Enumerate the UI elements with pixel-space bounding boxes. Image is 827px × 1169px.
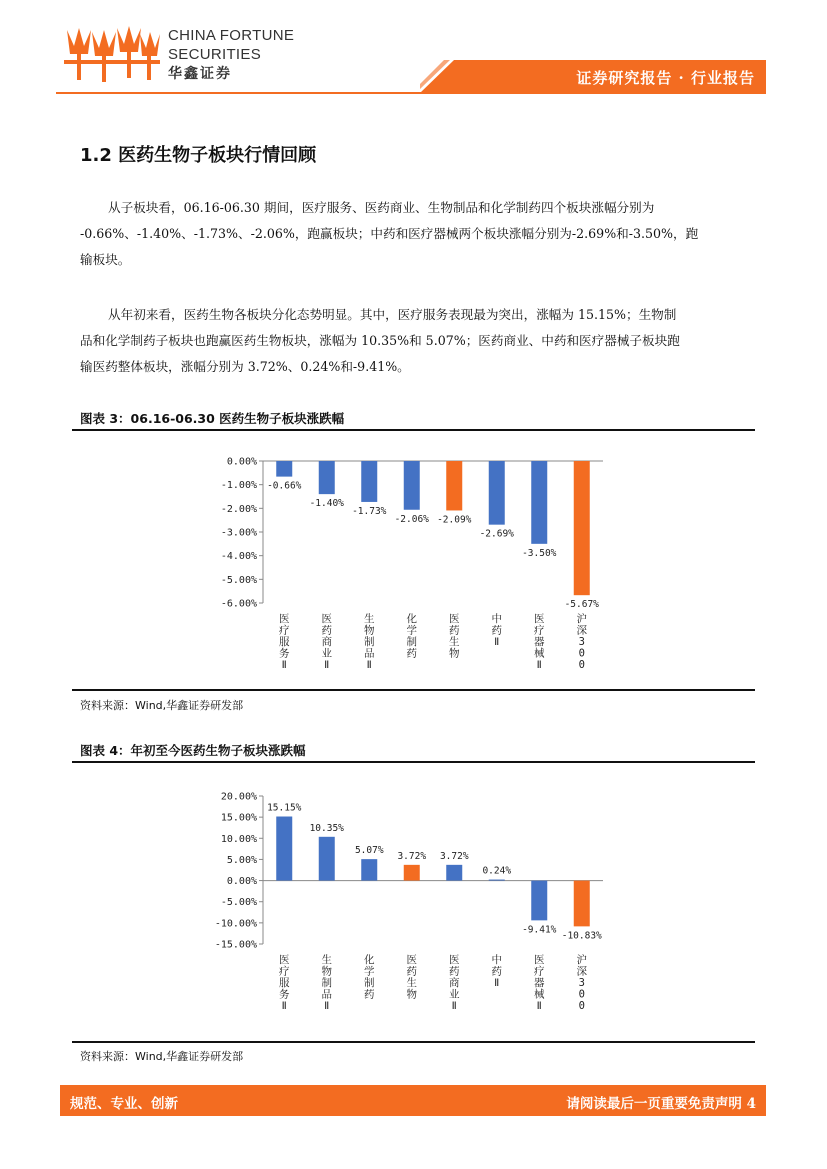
figure-3-title: 图表 3：06.16-06.30 医药生物子板块涨跌幅 xyxy=(80,411,345,426)
category-label-char: 制 xyxy=(321,977,332,989)
paragraph-1-line: 从子板块看，06.16-06.30 期间，医疗服务、医药商业、生物制品和化学制药四个板块涨幅分别为 xyxy=(108,200,655,215)
category-label-char: 器 xyxy=(534,977,545,989)
category-label-char: 物 xyxy=(364,624,375,637)
category-label-char: 生 xyxy=(406,977,417,989)
category-label-char: 品 xyxy=(321,988,332,1001)
y-tick-label: 5.00% xyxy=(226,854,257,866)
figure-3-source: 资料来源：Wind,华鑫证券研发部 xyxy=(80,699,244,712)
category-label-char: 医 xyxy=(534,613,545,625)
data-label: -1.40% xyxy=(309,498,344,510)
category-label-char: 药 xyxy=(491,624,502,637)
y-tick-label: 15.00% xyxy=(220,812,257,824)
category-label-char: 沪 xyxy=(576,613,587,625)
category-label-char: Ⅱ xyxy=(451,1000,457,1012)
y-tick-label: -5.00% xyxy=(220,897,257,909)
figure-4-chart xyxy=(200,785,620,1025)
category-label-char: 医 xyxy=(279,613,290,625)
category-label-char: Ⅱ xyxy=(536,1000,542,1012)
footer-disclaimer-note: 请阅读最后一页重要免责声明 4 xyxy=(566,1096,756,1112)
y-tick-label: -15.00% xyxy=(214,939,257,951)
category-label-char: 学 xyxy=(406,624,417,637)
y-tick-label: -2.00% xyxy=(220,503,257,515)
brand-name-cn: 华鑫证券 xyxy=(168,66,232,82)
category-label-char: 0 xyxy=(578,988,585,1001)
category-label-char: 0 xyxy=(578,659,585,671)
category-label-char: 0 xyxy=(578,647,585,660)
category-label-char: 疗 xyxy=(534,965,545,978)
category-label-char: 制 xyxy=(406,636,417,648)
figure-4-top-rule xyxy=(72,761,755,763)
data-label: -10.83% xyxy=(561,930,602,942)
data-label: 10.35% xyxy=(309,822,344,834)
paragraph-1-line: 输板块。 xyxy=(80,252,131,267)
category-label-char: Ⅱ xyxy=(324,1000,330,1012)
category-label-char: 务 xyxy=(279,988,290,1001)
y-tick-label: 0.00% xyxy=(226,456,257,468)
bar xyxy=(574,461,590,595)
y-tick-label: -3.00% xyxy=(220,527,257,539)
category-label-char: 3 xyxy=(578,977,585,989)
data-label: 15.15% xyxy=(267,802,302,814)
data-label: 3.72% xyxy=(439,850,469,862)
paragraph-2-line: 品和化学制药子板块也跑赢医药生物板块，涨幅为 10.35%和 5.07%；医药商业、中药和医疗器械子板块跑 xyxy=(80,333,680,348)
category-label-char: 品 xyxy=(364,647,375,660)
category-label-char: 0 xyxy=(578,1000,585,1012)
category-label-char: 医 xyxy=(534,954,545,966)
category-label-char: 药 xyxy=(406,647,417,660)
category-label-char: 药 xyxy=(406,965,417,978)
category-label-char: 械 xyxy=(534,988,545,1001)
category-label-char: Ⅱ xyxy=(324,659,330,671)
figure-4-bottom-rule xyxy=(72,1041,755,1043)
data-label: -2.69% xyxy=(479,528,514,540)
paragraph-2 xyxy=(80,302,748,380)
bar xyxy=(404,461,420,510)
category-label-char: 制 xyxy=(364,636,375,648)
category-label-char: 医 xyxy=(279,954,290,966)
category-label-char: 深 xyxy=(576,624,587,637)
category-label-char: 医 xyxy=(449,613,460,625)
data-label: 3.72% xyxy=(397,850,427,862)
data-label: -5.67% xyxy=(564,599,599,611)
figure-3-top-rule xyxy=(72,429,755,431)
category-label-char: 生 xyxy=(449,636,460,648)
category-label-char: 药 xyxy=(491,965,502,978)
category-label-char: 中 xyxy=(491,613,502,625)
data-label: -2.06% xyxy=(394,513,429,525)
category-label-char: 深 xyxy=(576,965,587,978)
category-label-char: 服 xyxy=(279,977,290,989)
figure-3-bottom-rule xyxy=(72,689,755,691)
category-label-char: 化 xyxy=(364,954,375,966)
category-label-char: 沪 xyxy=(576,954,587,966)
category-label-char: Ⅱ xyxy=(366,659,372,671)
category-label-char: 医 xyxy=(321,613,332,625)
category-label-char: 务 xyxy=(279,647,290,660)
category-label-char: 药 xyxy=(364,988,375,1001)
category-label-char: 药 xyxy=(449,965,460,978)
category-label-char: 械 xyxy=(534,647,545,660)
bar xyxy=(574,881,590,927)
brand-name-en-line2: SECURITIES xyxy=(168,46,262,63)
paragraph-2-line: 输医药整体板块，涨幅分别为 3.72%、0.24%和-9.41%。 xyxy=(80,359,410,374)
category-label-char: 3 xyxy=(578,636,585,648)
bar xyxy=(446,461,462,510)
category-label-char: 业 xyxy=(449,988,460,1001)
category-label-char: 商 xyxy=(321,636,332,648)
category-label-char: 疗 xyxy=(279,965,290,978)
category-label-char: 业 xyxy=(321,647,332,660)
bar xyxy=(319,837,335,881)
category-label-char: 中 xyxy=(491,954,502,966)
company-logo xyxy=(62,20,162,86)
category-label-char: 学 xyxy=(364,965,375,978)
category-label-char: 疗 xyxy=(279,624,290,637)
figure-4-source: 资料来源：Wind,华鑫证券研发部 xyxy=(80,1050,244,1063)
y-tick-label: 0.00% xyxy=(226,876,257,888)
section-title: 1.2 医药生物子板块行情回顾 xyxy=(80,145,317,166)
y-tick-label: -10.00% xyxy=(214,918,257,930)
category-label-char: 化 xyxy=(406,613,417,625)
report-type-tag: 证券研究报告 · 行业报告 xyxy=(576,69,755,87)
y-tick-label: -5.00% xyxy=(220,574,257,586)
bar xyxy=(404,865,420,881)
data-label: -3.50% xyxy=(522,547,557,559)
brand-name-en-line1: CHINA FORTUNE xyxy=(168,27,295,44)
data-label: 5.07% xyxy=(354,845,384,857)
category-label-char: 物 xyxy=(406,988,417,1001)
paragraph-1 xyxy=(80,195,748,273)
bar xyxy=(361,859,377,880)
category-label-char: 疗 xyxy=(534,624,545,637)
category-label-char: 生 xyxy=(364,613,375,625)
data-label: -0.66% xyxy=(267,480,302,492)
bar xyxy=(276,817,292,881)
bar xyxy=(276,461,292,477)
bar xyxy=(489,461,505,525)
category-label-char: 服 xyxy=(279,636,290,648)
category-label-char: 医 xyxy=(406,954,417,966)
category-label-char: 物 xyxy=(321,965,332,978)
y-tick-label: 20.00% xyxy=(220,791,257,803)
figure-4-title: 图表 4：年初至今医药生物子板块涨跌幅 xyxy=(80,743,306,758)
category-label-char: 药 xyxy=(449,624,460,637)
bar xyxy=(361,461,377,502)
bar xyxy=(446,865,462,881)
category-label-char: Ⅱ xyxy=(281,659,287,671)
category-label-char: 医 xyxy=(449,954,460,966)
data-label: -2.09% xyxy=(437,514,472,526)
header-divider xyxy=(56,92,766,94)
bar xyxy=(531,881,547,921)
data-label: -1.73% xyxy=(352,505,387,517)
data-label: -9.41% xyxy=(522,924,557,936)
y-tick-label: -1.00% xyxy=(220,480,257,492)
category-label-char: Ⅱ xyxy=(536,659,542,671)
paragraph-2-line: 从年初来看，医药生物各板块分化态势明显。其中，医疗服务表现最为突出，涨幅为 15.15%；生物制 xyxy=(108,307,677,322)
bar xyxy=(319,461,335,494)
category-label-char: 制 xyxy=(364,977,375,989)
paragraph-1-line: -0.66%、-1.40%、-1.73%、-2.06%，跑赢板块；中药和医疗器械两个板块涨幅分别为-2.69%和-3.50%，跑 xyxy=(80,226,699,241)
y-tick-label: -6.00% xyxy=(220,598,257,610)
y-tick-label: -4.00% xyxy=(220,551,257,563)
figure-3-chart xyxy=(200,450,620,675)
footer-slogan: 规范、专业、创新 xyxy=(70,1096,178,1112)
bar xyxy=(489,880,505,881)
category-label-char: 药 xyxy=(321,624,332,637)
category-label-char: 生 xyxy=(321,954,332,966)
category-label-char: 商 xyxy=(449,977,460,989)
y-tick-label: 10.00% xyxy=(220,833,257,845)
bar xyxy=(531,461,547,544)
data-label: 0.24% xyxy=(482,865,512,877)
category-label-char: Ⅱ xyxy=(494,977,500,989)
category-label-char: Ⅱ xyxy=(494,636,500,648)
category-label-char: 器 xyxy=(534,636,545,648)
category-label-char: Ⅱ xyxy=(281,1000,287,1012)
category-label-char: 物 xyxy=(449,647,460,660)
